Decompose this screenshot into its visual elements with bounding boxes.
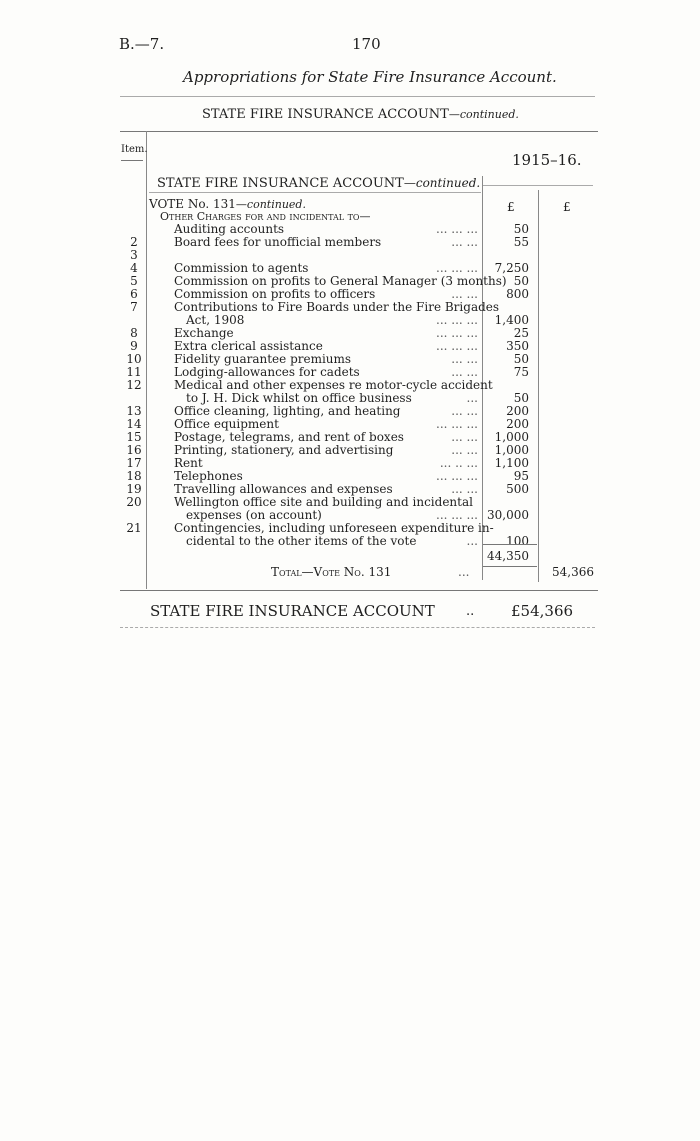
row-leader-dots: ... ... (451, 443, 478, 457)
item-number: 16 (126, 443, 142, 457)
row-description: Commission on profits to General Manager (3 months) (174, 274, 507, 288)
row-leader-dots: ... ... ... (436, 339, 478, 353)
row-amount: 1,400 (494, 313, 529, 327)
row-leader-dots: ... ... ... (436, 417, 478, 431)
row-amount: 95 (513, 469, 529, 483)
item-number: 8 (130, 326, 138, 340)
page-subheading: STATE FIRE INSURANCE ACCOUNT—continued. (202, 107, 519, 122)
row-description: Auditing accounts (174, 222, 285, 236)
row-description: cidental to the other items of the vote (186, 534, 417, 548)
row-leader-dots: ... ... ... (436, 222, 478, 236)
row-description: Telephones (174, 469, 243, 483)
row-leader-dots: ... (466, 534, 478, 548)
item-number: 3 (130, 248, 138, 262)
row-leader-dots: ... ... (451, 482, 478, 496)
row-description: Commission to agents (174, 261, 309, 275)
row-leader-dots: ... ... ... (436, 313, 478, 327)
row-amount: 1,000 (494, 430, 529, 444)
row-leader-dots: ... ... ... (436, 469, 478, 483)
row-description: Extra clerical assistance (174, 339, 323, 353)
row-description: Medical and other expenses re motor-cycle accident (174, 378, 493, 392)
item-number: 2 (130, 235, 138, 249)
page-number: 170 (352, 35, 381, 53)
item-header: Item. (121, 144, 148, 155)
item-number: 18 (126, 469, 142, 483)
row-amount: 800 (506, 287, 529, 301)
item-number: 20 (126, 495, 142, 509)
item-number: 11 (126, 365, 142, 379)
row-leader-dots: ... ... (451, 404, 478, 418)
row-description: Commission on profits to officers (174, 287, 376, 301)
item-number: 12 (126, 378, 142, 392)
item-number: 17 (126, 456, 142, 470)
row-description: Contingencies, including unforeseen expenditure in- (174, 521, 494, 535)
footer-dots: .. (466, 604, 475, 619)
row-description: Postage, telegrams, and rent of boxes (174, 430, 404, 444)
row-leader-dots: ... ... ... (436, 508, 478, 522)
row-description: Board fees for unofficial members (174, 235, 382, 249)
total-label: Total—Vote No. 131 (271, 565, 392, 579)
row-leader-dots: ... ... ... (436, 326, 478, 340)
row-amount: 1,000 (494, 443, 529, 457)
row-amount: 500 (506, 482, 529, 496)
item-number: 19 (126, 482, 142, 496)
total-dots: ... (458, 565, 470, 579)
row-amount: 75 (513, 365, 529, 379)
row-amount: 100 (506, 534, 529, 548)
row-description: Office cleaning, lighting, and heating (174, 404, 401, 418)
currency-col2: £ (563, 200, 571, 214)
item-number: 5 (130, 274, 138, 288)
row-leader-dots: ... (466, 391, 478, 405)
row-description: expenses (on account) (186, 508, 322, 522)
row-description: Travelling allowances and expenses (174, 482, 393, 496)
row-amount: 50 (513, 222, 529, 236)
item-number: 10 (126, 352, 142, 366)
item-number: 15 (126, 430, 142, 444)
row-leader-dots: ... ... ... (436, 261, 478, 275)
row-description: Contributions to Fire Boards under the Fire Brigades (174, 300, 500, 314)
item-number: 4 (130, 261, 138, 275)
item-number: 7 (130, 300, 138, 314)
row-description: Lodging-allowances for cadets (174, 365, 360, 379)
row-amount: 350 (506, 339, 529, 353)
currency-col1: £ (507, 200, 515, 214)
item-number: 6 (130, 287, 138, 301)
page-ref: B.—7. (119, 35, 165, 53)
section-title: STATE FIRE INSURANCE ACCOUNT—continued. (157, 176, 481, 191)
vote-label: VOTE No. 131—continued. (149, 197, 306, 211)
row-description: Rent (174, 456, 203, 470)
other-charges-heading: Other Charges for and incidental to— (160, 210, 371, 223)
row-amount: 50 (513, 274, 529, 288)
row-amount: 55 (513, 235, 529, 249)
footer-amount: £54,366 (511, 602, 574, 620)
row-description: Printing, stationery, and advertising (174, 443, 394, 457)
row-amount: 50 (513, 352, 529, 366)
row-description: Fidelity guarantee premiums (174, 352, 352, 366)
row-amount: 1,100 (494, 456, 529, 470)
item-number: 13 (126, 404, 142, 418)
row-amount: 50 (513, 391, 529, 405)
item-number: 21 (126, 521, 142, 535)
page-heading: Appropriations for State Fire Insurance Account. (183, 68, 557, 86)
row-leader-dots: ... ... (451, 352, 478, 366)
row-description: Act, 1908 (186, 313, 245, 327)
subtotal-amount: 44,350 (487, 549, 529, 563)
row-leader-dots: ... ... (451, 365, 478, 379)
row-leader-dots: ... ... (451, 430, 478, 444)
year-header: 1915–16. (512, 151, 582, 169)
row-amount: 30,000 (487, 508, 529, 522)
row-amount: 200 (506, 404, 529, 418)
row-description: Exchange (174, 326, 234, 340)
row-amount: 200 (506, 417, 529, 431)
row-leader-dots: ... ... (451, 287, 478, 301)
total-amount: 54,366 (552, 565, 594, 579)
row-amount: 25 (513, 326, 529, 340)
item-number: 14 (126, 417, 142, 431)
row-description: to J. H. Dick whilst on office business (186, 391, 412, 405)
row-leader-dots: ... ... (451, 235, 478, 249)
item-number: 9 (130, 339, 138, 353)
row-amount: 7,250 (494, 261, 529, 275)
footer-label: STATE FIRE INSURANCE ACCOUNT (150, 602, 435, 620)
row-description: Wellington office site and building and incidental (174, 495, 473, 509)
row-description: Office equipment (174, 417, 279, 431)
row-leader-dots: ... .. ... (439, 456, 478, 470)
